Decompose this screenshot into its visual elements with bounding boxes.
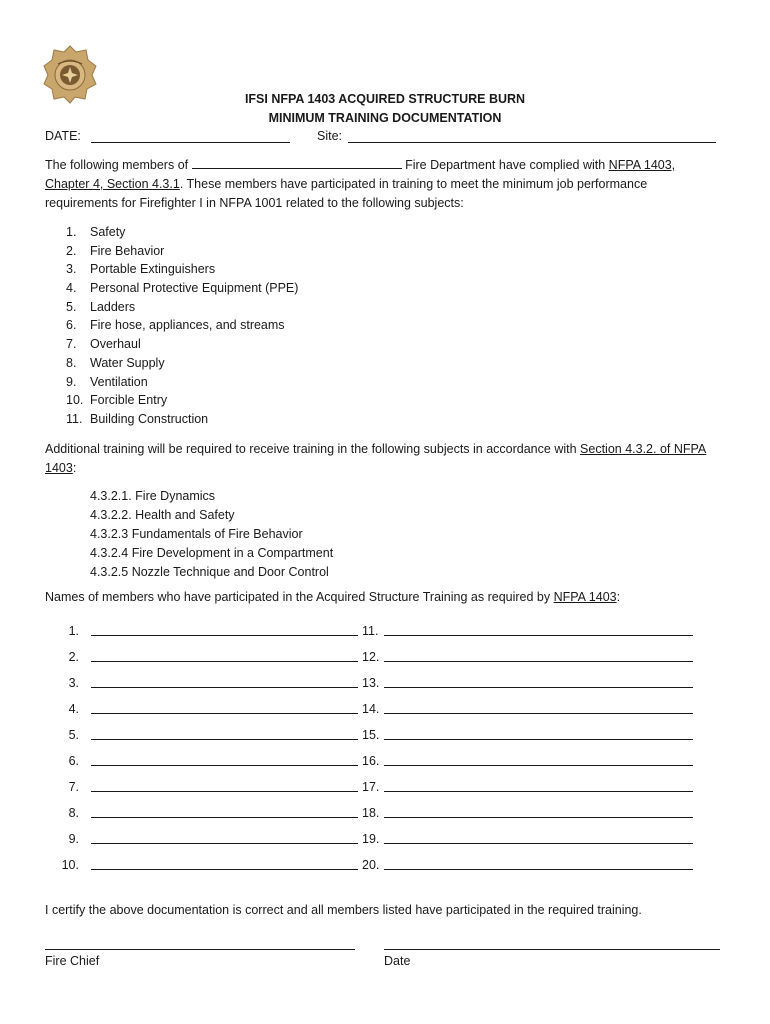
list-item: 4. Personal Protective Equipment (PPE) — [66, 281, 299, 296]
intro-paragraph — [45, 156, 730, 213]
section-432-link[interactable]: Section 4.3.2. of NFPA — [580, 442, 707, 456]
table-row: 4. 14. — [0, 702, 770, 720]
site-label: Site: — [317, 129, 343, 143]
table-row: 9. 19. — [0, 832, 770, 850]
table-row: 6. 16. — [0, 754, 770, 772]
table-row: 7. 17. — [0, 780, 770, 798]
table-row: 8. 18. — [0, 806, 770, 824]
intro-text-3: . These members have participated in training to meet the minimum job performance — [179, 177, 648, 191]
member-name-field[interactable] — [91, 858, 358, 870]
member-name-field[interactable] — [384, 650, 693, 662]
certification-statement: I certify the above documentation is correct and all members listed have participated in the required training. — [45, 903, 642, 917]
table-row: 10. 20. — [0, 858, 770, 876]
site-field[interactable] — [348, 131, 716, 143]
list-item: 5. Ladders — [66, 299, 136, 314]
subjects-list — [66, 223, 298, 429]
additional-text: Additional training will be required to receive training in the following subjects in accordance with — [45, 442, 577, 456]
list-item: 9. Ventilation — [66, 374, 148, 389]
member-name-field[interactable] — [91, 650, 358, 662]
date-field[interactable] — [91, 131, 290, 143]
names-heading: Names of members who have participated in the Acquired Structure Training as required by NFPA 1403: — [45, 590, 621, 604]
section-432-link-cont[interactable]: 1403 — [45, 461, 73, 475]
member-name-field[interactable] — [91, 624, 358, 636]
department-field[interactable] — [192, 157, 402, 169]
list-item: 10. Forcible Entry — [66, 393, 168, 408]
member-name-field[interactable] — [91, 676, 358, 688]
intro-text-4: requirements for Firefighter I in NFPA 1001 related to the following subjects: — [45, 196, 464, 210]
fire-chief-label: Fire Chief — [45, 954, 100, 968]
list-item: 2. Fire Behavior — [66, 243, 165, 258]
document-title: IFSI NFPA 1403 ACQUIRED STRUCTURE BURN — [244, 92, 526, 106]
table-row: 5. 15. — [0, 728, 770, 746]
fire-chief-signature-line[interactable] — [45, 948, 355, 950]
member-name-field[interactable] — [384, 676, 693, 688]
member-name-field[interactable] — [384, 702, 693, 714]
intro-text-1: The following members of — [45, 158, 189, 172]
list-item: 6. Fire hose, appliances, and streams — [66, 318, 285, 333]
member-name-field[interactable] — [384, 858, 693, 870]
additional-subjects-list — [90, 487, 333, 582]
member-name-field[interactable] — [384, 728, 693, 740]
member-name-field[interactable] — [91, 832, 358, 844]
nfpa-1403-link-2[interactable]: NFPA 1403 — [553, 590, 617, 604]
member-name-field[interactable] — [91, 728, 358, 740]
list-item: 3. Portable Extinguishers — [66, 262, 216, 277]
member-name-field[interactable] — [91, 702, 358, 714]
table-row: 3. 13. — [0, 676, 770, 694]
member-name-field[interactable] — [384, 754, 693, 766]
date-signature-label: Date — [384, 954, 411, 968]
list-item: 7. Overhaul — [66, 337, 141, 352]
list-item: 4.3.2.1. Fire Dynamics — [90, 489, 216, 503]
list-item: 8. Water Supply — [66, 355, 165, 370]
member-name-field[interactable] — [91, 806, 358, 818]
member-name-field[interactable] — [91, 754, 358, 766]
member-name-field[interactable] — [384, 832, 693, 844]
member-name-field[interactable] — [91, 780, 358, 792]
list-item: 4.3.2.5 Nozzle Technique and Door Control — [90, 565, 329, 579]
intro-text-2: Fire Department have complied with — [405, 158, 606, 172]
chapter-section-link[interactable]: Chapter 4, Section 4.3.1 — [45, 177, 180, 191]
list-item: 4.3.2.4 Fire Development in a Compartment — [90, 546, 334, 560]
table-row: 1. 11. — [0, 624, 770, 642]
additional-paragraph: Additional training will be required to receive training in the following subjects in accordance with Section 4.3.2. of NFPA 1403: — [45, 442, 707, 475]
list-item: 4.3.2.3 Fundamentals of Fire Behavior — [90, 527, 303, 541]
table-row: 2. 12. — [0, 650, 770, 668]
document-subtitle: MINIMUM TRAINING DOCUMENTATION — [268, 111, 502, 125]
date-label: DATE: — [45, 129, 81, 143]
list-item: 4.3.2.2. Health and Safety — [90, 508, 235, 522]
date-signature-line[interactable] — [384, 948, 720, 950]
list-item: 1. Safety — [66, 225, 126, 239]
member-name-field[interactable] — [384, 624, 693, 636]
member-name-field[interactable] — [384, 806, 693, 818]
member-name-field[interactable] — [384, 780, 693, 792]
nfpa-1403-link[interactable]: NFPA 1403, — [608, 158, 676, 172]
list-item: 11. Building Construction — [66, 411, 209, 426]
